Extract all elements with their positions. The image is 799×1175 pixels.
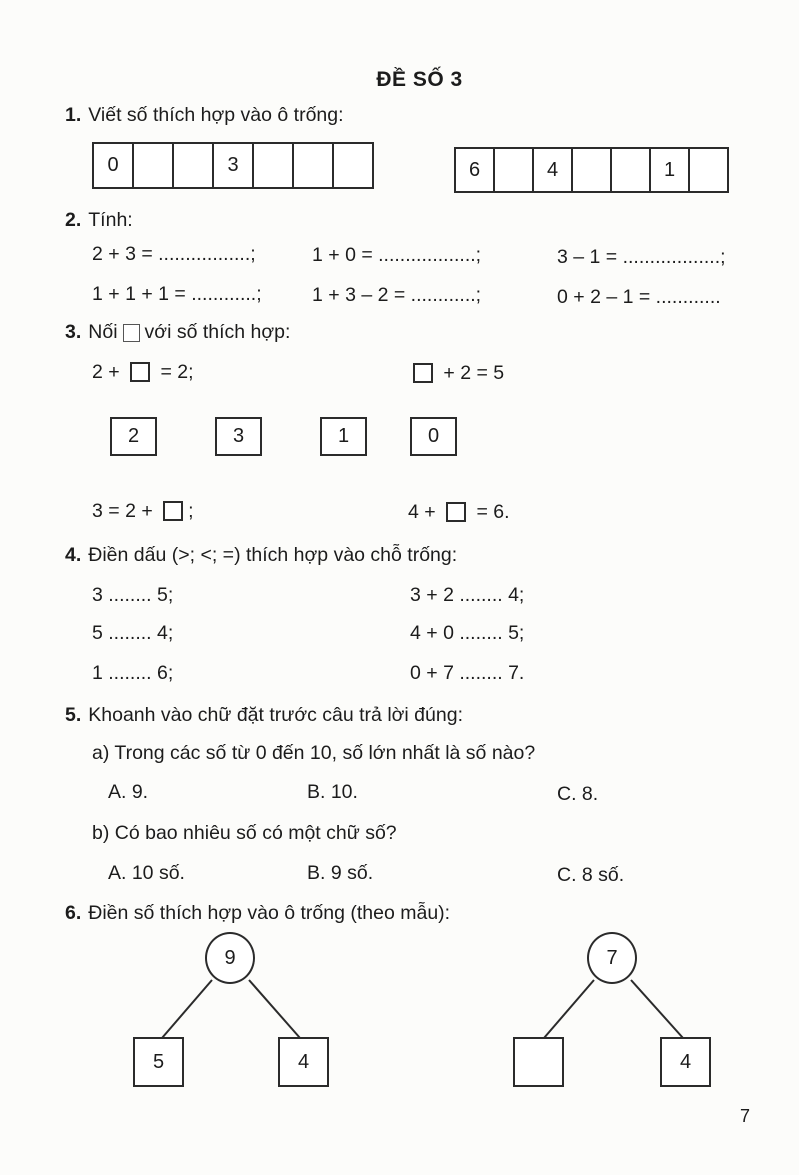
question-1-header — [65, 104, 344, 127]
equation: 1 + 1 + 1 = ............; — [92, 283, 262, 305]
equation-part: = 2; — [155, 361, 194, 383]
question-6-header — [65, 902, 450, 925]
equation: 0 + 2 – 1 = ............ — [557, 286, 721, 308]
tree-circle: 9 — [205, 932, 255, 984]
equation-part: 2 + — [92, 361, 126, 383]
strip-cell — [332, 142, 374, 189]
answer-box: 0 — [410, 417, 457, 456]
question-5-header — [65, 704, 463, 727]
number-strip-left — [92, 142, 374, 189]
question-5a-text: a) Trong các số từ 0 đến 10, số lớn nhất là số nào? — [92, 742, 536, 764]
equation-with-blank — [408, 362, 504, 385]
option-b: B. 9 số. — [307, 862, 374, 884]
strip-cell — [172, 142, 214, 189]
option-c: C. 8 số. — [557, 864, 625, 886]
question-3-text-pre: Nối — [88, 321, 118, 343]
equation-with-blank — [92, 361, 194, 384]
question-3-number: 3. — [65, 321, 82, 343]
question-6-number: 6. — [65, 902, 82, 924]
equation-with-blank — [408, 501, 510, 524]
question-2-number: 2. — [65, 209, 82, 231]
blank-box-icon — [446, 502, 466, 522]
equation: 1 + 3 – 2 = ............; — [312, 284, 482, 306]
comparison-item: 1 ........ 6; — [92, 662, 174, 684]
comparison-item: 3 ........ 5; — [92, 584, 174, 606]
question-1-number: 1. — [65, 104, 82, 126]
page-number: 7 — [740, 1106, 751, 1126]
option-b: B. 10. — [307, 781, 358, 803]
comparison-item: 4 + 0 ........ 5; — [410, 622, 525, 644]
tree-circle: 7 — [587, 932, 637, 984]
strip-cell: 3 — [212, 142, 254, 189]
number-bond-left — [100, 925, 380, 1115]
equation-with-blank — [92, 500, 194, 523]
page-title: ĐỀ SỐ 3 — [376, 68, 463, 91]
equation-part: ; — [188, 500, 194, 522]
option-a: A. 10 số. — [108, 862, 185, 884]
option-a: A. 9. — [108, 781, 149, 803]
question-3-header — [65, 321, 290, 344]
comparison-item: 5 ........ 4; — [92, 622, 174, 644]
question-2-header — [65, 209, 133, 232]
question-2-text: Tính: — [88, 209, 133, 231]
strip-cell — [493, 147, 534, 193]
answer-box: 3 — [215, 417, 262, 456]
tree-box: 4 — [660, 1037, 711, 1087]
question-5-number: 5. — [65, 704, 82, 726]
tree-box: 4 — [278, 1037, 329, 1087]
blank-box-icon — [130, 362, 150, 382]
tree-box: 5 — [133, 1037, 184, 1087]
blank-box-icon — [413, 363, 433, 383]
strip-cell — [132, 142, 174, 189]
strip-cell — [571, 147, 612, 193]
question-6-text: Điền số thích hợp vào ô trống (theo mẫu): — [88, 902, 451, 924]
equation: 2 + 3 = .................; — [92, 243, 256, 265]
equation: 3 – 1 = ..................; — [557, 246, 726, 268]
blank-box-icon — [163, 501, 183, 521]
strip-cell — [252, 142, 294, 189]
option-c: C. 8. — [557, 783, 599, 805]
question-3-text-post: với số thích hợp: — [144, 321, 291, 343]
strip-cell — [610, 147, 651, 193]
comparison-item: 3 + 2 ........ 4; — [410, 584, 525, 606]
strip-cell: 1 — [649, 147, 690, 193]
question-5b-text: b) Có bao nhiêu số có một chữ số? — [92, 822, 397, 844]
number-strip-right — [454, 147, 729, 193]
question-5-text: Khoanh vào chữ đặt trước câu trả lời đúng: — [88, 704, 463, 726]
question-4-header — [65, 544, 457, 567]
equation-part: 3 = 2 + — [92, 500, 159, 522]
equation-part: 4 + — [408, 501, 442, 523]
strip-cell: 4 — [532, 147, 573, 193]
blank-box-icon — [123, 324, 140, 342]
strip-cell: 0 — [92, 142, 134, 189]
number-bond-right — [480, 925, 760, 1115]
strip-cell — [292, 142, 334, 189]
answer-box: 2 — [110, 417, 157, 456]
tree-box — [513, 1037, 564, 1087]
strip-cell — [688, 147, 729, 193]
answer-box: 1 — [320, 417, 367, 456]
strip-cell: 6 — [454, 147, 495, 193]
comparison-item: 0 + 7 ........ 7. — [410, 662, 525, 684]
equation-part: + 2 = 5 — [438, 362, 505, 384]
equation-part: = 6. — [471, 501, 510, 523]
question-4-text: Điền dấu (>; <; =) thích hợp vào chỗ trống: — [88, 544, 458, 566]
question-1-text: Viết số thích hợp vào ô trống: — [88, 104, 344, 126]
question-4-number: 4. — [65, 544, 82, 566]
equation: 1 + 0 = ..................; — [312, 244, 482, 266]
